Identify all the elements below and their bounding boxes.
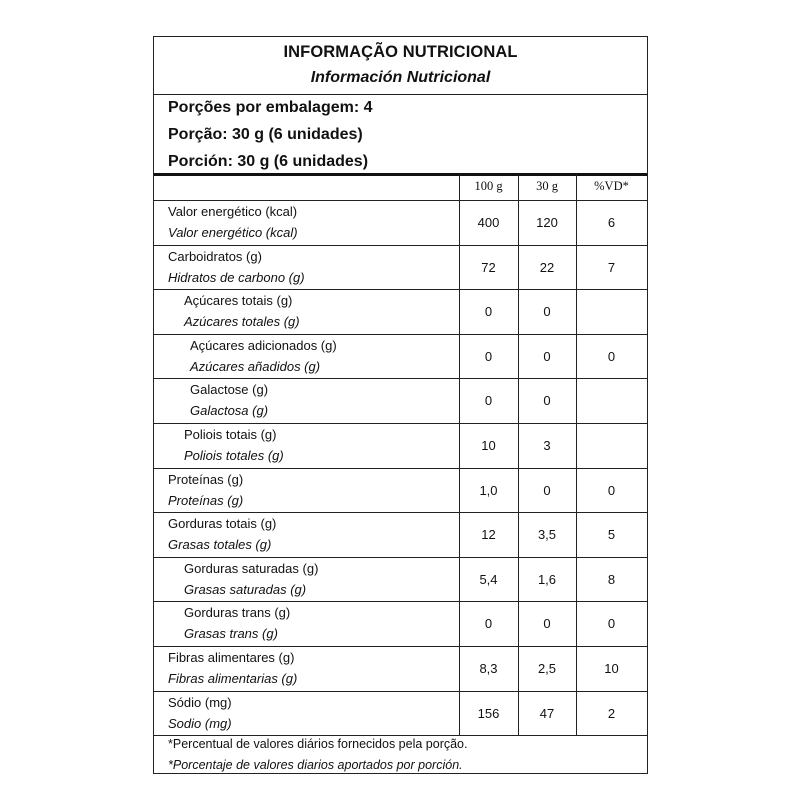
value-per-100g: 1,0: [479, 482, 498, 498]
value-per-100g: 10: [481, 438, 496, 453]
value-per-100g: 72: [481, 259, 496, 275]
nutrient-name-es: Grasas trans (g): [184, 626, 278, 642]
title-spanish: Información Nutricional: [310, 69, 491, 86]
value-per-portion: 0: [543, 348, 551, 364]
table-row: [154, 692, 647, 737]
value-per-100g: 8,3: [479, 661, 498, 676]
value-per-portion: 0: [543, 304, 551, 320]
nutrient-name-es: Hidratos de carbono (g): [168, 269, 305, 285]
title-portuguese: INFORMAÇÃO NUTRICIONAL: [283, 43, 518, 61]
nutrient-name-pt: Açúcares totais (g): [184, 293, 293, 309]
nutrient-name: [190, 379, 268, 421]
table-row: [154, 290, 647, 335]
value-per-portion: 0: [543, 482, 551, 498]
nutrient-name-es: Grasas totales (g): [168, 537, 272, 553]
nutrient-name-pt: Sódio (mg): [168, 694, 232, 710]
nutrient-name: [184, 290, 300, 332]
value-per-portion: 47: [539, 705, 555, 721]
column-header-100g: 100 g: [474, 179, 503, 193]
value-per-100g: 12: [481, 527, 496, 543]
table-row: [154, 647, 647, 692]
nutrient-name-pt: Açúcares adicionados (g): [190, 337, 337, 353]
column-header-vd: %VD*: [594, 179, 629, 193]
nutrient-name: [190, 335, 337, 377]
value-per-100g: 156: [477, 705, 500, 721]
daily-value-percent: 7: [607, 259, 616, 275]
footnote-es: *Porcentaje de valores diarios aportados por porción.: [168, 758, 463, 772]
table-row: [154, 558, 647, 603]
table-row: [154, 602, 647, 647]
daily-value-percent: 6: [607, 215, 616, 230]
nutrient-name-pt: Gorduras saturadas (g): [184, 560, 319, 576]
nutrient-name-es: Valor energético (kcal): [168, 225, 298, 240]
nutrient-name-pt: Galactose (g): [190, 382, 269, 398]
nutrient-name-pt: Valor energético (kcal): [168, 204, 298, 219]
value-per-portion: 3: [543, 438, 551, 453]
nutrient-name-pt: Fibras alimentares (g): [168, 650, 295, 665]
nutrient-name: [184, 424, 284, 466]
nutrient-name-es: Fibras alimentarias (g): [168, 671, 298, 686]
value-per-portion: 0: [543, 393, 551, 409]
value-per-portion: 1,6: [537, 571, 557, 587]
daily-value-percent: 0: [607, 482, 616, 498]
nutrient-name-es: Grasas saturadas (g): [184, 581, 307, 597]
nutrient-name: [168, 513, 276, 555]
daily-value-percent: 0: [607, 348, 616, 364]
value-per-100g: 0: [484, 393, 493, 409]
value-per-100g: 400: [477, 215, 500, 230]
table-row: [154, 513, 647, 558]
nutrient-name-es: Galactosa (g): [190, 403, 269, 419]
nutrient-name: [168, 692, 232, 734]
nutrient-name-es: Proteínas (g): [168, 492, 244, 508]
nutrient-name: [184, 558, 318, 600]
daily-value-percent: 5: [607, 527, 616, 543]
portion-size-pt: Porção: 30 g (6 unidades): [168, 126, 363, 143]
nutrient-name: [184, 602, 290, 644]
footnote-pt: *Percentual de valores diários fornecidos pela porção.: [168, 737, 468, 751]
table-row: [154, 201, 647, 246]
value-per-100g: 0: [484, 304, 493, 320]
nutrient-name: [168, 469, 243, 511]
nutrient-name: [168, 201, 298, 243]
value-per-100g: 0: [484, 616, 493, 632]
portion-size-es: Porción: 30 g (6 unidades): [168, 153, 369, 170]
value-per-100g: 5,4: [479, 571, 498, 587]
nutrient-name-es: Sodio (mg): [168, 715, 232, 731]
nutrient-name: [168, 246, 305, 288]
daily-value-percent: 2: [607, 705, 616, 721]
daily-value-percent: 0: [607, 616, 616, 632]
nutrient-name-es: Azúcares añadidos (g): [190, 358, 321, 374]
table-row: [154, 469, 647, 514]
value-per-portion: 22: [539, 259, 555, 275]
value-per-portion: 120: [536, 215, 558, 230]
table-row: [154, 246, 647, 291]
nutrient-name-es: Poliois totales (g): [184, 448, 284, 463]
nutrition-facts-label: [153, 36, 648, 774]
table-row: [154, 379, 647, 424]
table-row: [154, 424, 647, 469]
nutrient-name-es: Azúcares totales (g): [184, 314, 300, 330]
thick-divider: [154, 173, 647, 176]
divider: [154, 94, 647, 95]
value-per-portion: 0: [543, 616, 551, 632]
value-per-100g: 0: [484, 348, 493, 364]
column-header-30g: 30 g: [536, 179, 558, 193]
nutrient-name: [168, 647, 297, 689]
nutrient-name-pt: Gorduras trans (g): [184, 605, 291, 621]
nutrient-name-pt: Gorduras totais (g): [168, 516, 277, 532]
daily-value-percent: 10: [604, 661, 619, 676]
nutrient-name-pt: Proteínas (g): [168, 471, 244, 487]
value-per-portion: 2,5: [537, 661, 557, 676]
portions-per-package: Porções por embalagem: 4: [168, 99, 373, 116]
nutrient-name-pt: Poliois totais (g): [184, 427, 277, 442]
daily-value-percent: 8: [607, 571, 616, 587]
value-per-portion: 3,5: [537, 527, 557, 543]
table-row: [154, 335, 647, 380]
nutrient-name-pt: Carboidratos (g): [168, 248, 262, 264]
